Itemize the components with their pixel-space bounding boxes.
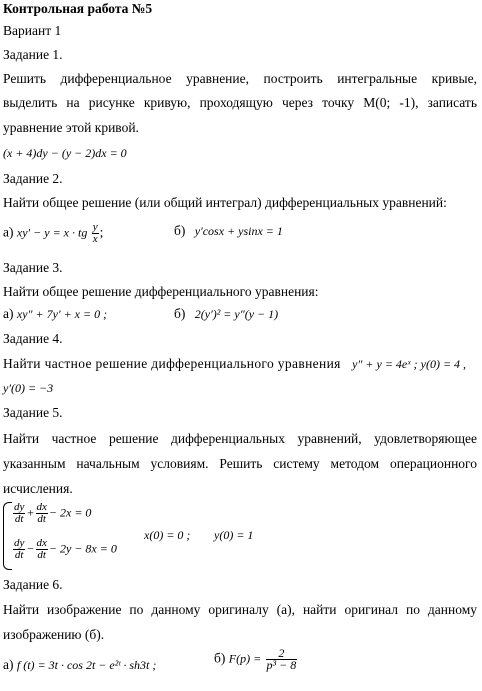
task3-a-label: а) [3,306,14,321]
task2-b [174,222,283,240]
task5-label: Задание 5. [3,405,63,420]
system-row-2-tail: − 2y − 8x = 0 [48,541,117,556]
system-row-1-tail: − 2x = 0 [48,505,92,520]
dy-dt-fraction: $\frac{dy}{dt}$ [14,537,25,561]
task5-text-line: Найти частное решение дифференциальных уравнений, удовлетворяющее [3,431,477,446]
task3-b [174,305,278,323]
task6-b [214,648,298,671]
task4-condition: y′(0) = −3 [3,381,54,395]
task6-a-equation: f (t) = 3t · cos 2t − e²ᵗ · sh3t ; [16,658,157,672]
task1-label: Задание 1. [3,47,63,62]
system-brace [3,502,12,570]
task5-text-line: указанным начальным условиям. Решить систему методом операционного [3,456,477,471]
task2-a-end: ; [99,224,104,240]
task1-text-line: выделить на рисунке кривую, проходящую через точку М(0; -1), записать [3,95,477,110]
task6-b-equation: F(p) = [228,651,262,666]
task2-a-label: а) [3,224,14,240]
task6-text-line: изображению (б). [3,627,105,642]
dx-dt-fraction: $\frac{dx}{dt}$ [36,501,47,525]
task6-label: Задание 6. [3,577,63,592]
task2-b-equation: y′cosx + ysinx = 1 [194,224,283,238]
variant-label: Вариант 1 [3,23,62,38]
fraction-numerator: y [92,221,98,233]
task1-equation: (x + 4)dy − (y − 2)dx = 0 [3,146,127,160]
document-title: Контрольная работа №5 [3,1,153,16]
task3-label: Задание 3. [3,260,63,275]
initial-condition-y: y(0) = 1 [214,528,254,542]
task6-b-fraction: $\frac{2}{\text{p³ − 8}}$ [266,646,297,672]
task3-b-equation: 2(y′)² = y″(y − 1) [194,307,279,321]
task4-label: Задание 4. [3,331,63,346]
task2-label: Задание 2. [3,171,63,186]
task1-text-line: уравнение этой кривой. [3,120,139,135]
system-row-2: $\frac{dy}{dt}$ − $\frac{dx}{dt}$ − 2y − 8x = 0 [14,537,117,561]
system-row-1: $\frac{dy}{dt}$ + $\frac{dx}{dt}$ − 2x = 0 [14,501,92,525]
task3-a [3,305,107,323]
task3-b-label: б) [174,306,186,321]
task2-a-equation: xy′ − y = x · tg [16,225,88,240]
task2-a [3,222,103,245]
task2-a-fraction [92,222,99,245]
initial-condition-x: x(0) = 0 ; [144,528,191,542]
task3-text: Найти общее решение дифференциального уравнения: [3,284,319,299]
task2-text: Найти общее решение (или общий интеграл) дифференциальных уравнений: [3,195,447,210]
task4-equation: y″ + y = 4eˣ ; y(0) = 4 , [352,357,467,371]
task4-line [3,355,477,373]
task6-text-line: Найти изображение по данному оригиналу (а), найти оригинал по данному [3,602,477,617]
task2-b-label: б) [174,223,186,238]
task1-text-line: Решить дифференциальное уравнение, построить интегральные кривые, [3,71,477,86]
dx-dt-fraction: $\frac{dx}{dt}$ [36,537,47,561]
task3-a-equation: xy″ + 7y′ + x = 0 ; [16,307,108,321]
task6-b-label: б) [214,650,226,666]
fraction-denominator: x [92,233,98,245]
task6-a-label: а) [3,657,14,672]
dy-dt-fraction: $\frac{dy}{dt}$ [14,501,25,525]
task4-text: Найти частное решение дифференциального уравнения [3,356,341,371]
task6-a [3,656,156,674]
task5-text-line: исчисления. [3,481,73,496]
